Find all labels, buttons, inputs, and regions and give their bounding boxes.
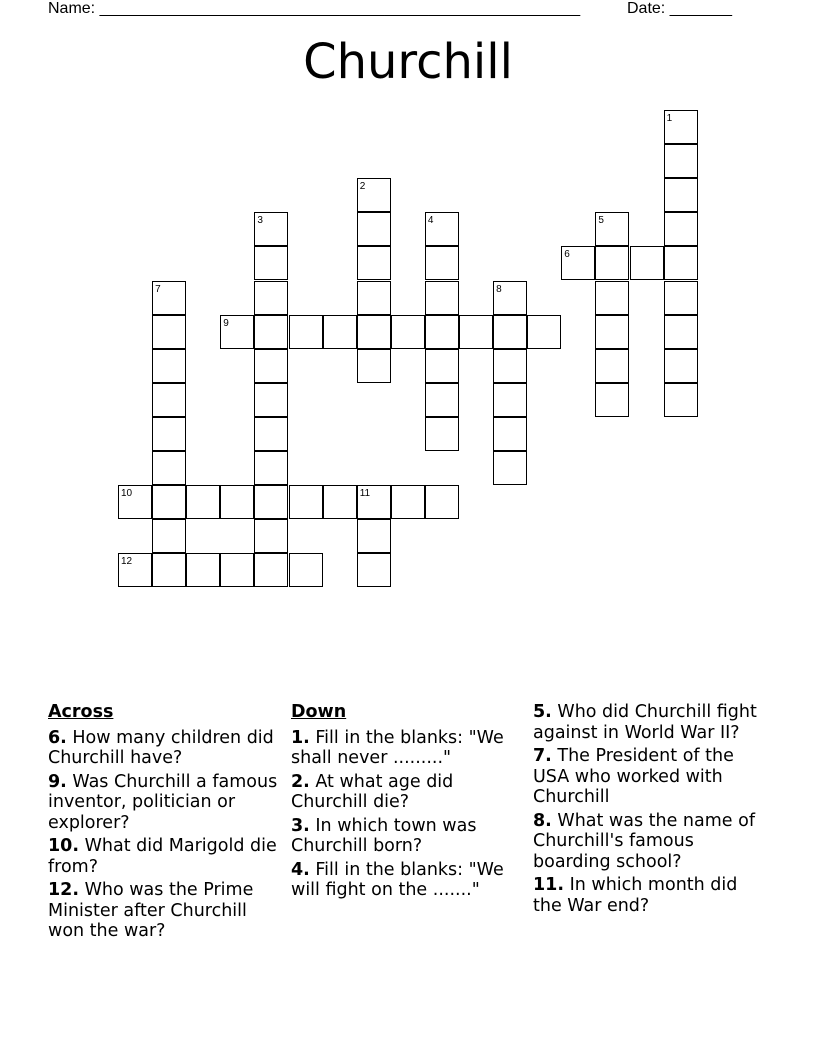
- clue-item-text: In which month did the War end?: [533, 875, 738, 916]
- crossword-cell[interactable]: [152, 417, 186, 451]
- crossword-cell[interactable]: [254, 485, 288, 519]
- crossword-cell[interactable]: [357, 485, 391, 519]
- crossword-cell[interactable]: [425, 349, 459, 383]
- clue-number: 1: [666, 113, 673, 124]
- clue-number: 8: [496, 283, 502, 295]
- crossword-cell[interactable]: [493, 451, 527, 485]
- crossword-cell[interactable]: [425, 246, 459, 280]
- crossword-cell[interactable]: [425, 212, 459, 246]
- clue-number: 12: [121, 556, 133, 568]
- name-field-label[interactable]: Name: ______________________________________________________: [48, 0, 581, 17]
- crossword-cell[interactable]: [664, 383, 698, 417]
- clue-item-number: 4.: [291, 859, 310, 880]
- crossword-cell[interactable]: [493, 417, 527, 451]
- clue-item-text: Fill in the blanks: "We will fight on the .......": [291, 859, 504, 900]
- crossword-cell[interactable]: [493, 349, 527, 383]
- across-heading: Across: [48, 702, 114, 722]
- crossword-cell[interactable]: [357, 212, 391, 246]
- clue-item-text: Who did Churchill fight against in World War II?: [533, 702, 757, 743]
- clue-item: [48, 836, 280, 877]
- crossword-cell[interactable]: [493, 315, 527, 349]
- crossword-cell[interactable]: [254, 281, 288, 315]
- clue-item-text: What was the name of Churchill's famous boarding school?: [533, 810, 755, 872]
- clue-item-number: 9.: [48, 771, 67, 792]
- crossword-cell[interactable]: [357, 553, 391, 587]
- clue-item: [291, 728, 523, 769]
- crossword-cell[interactable]: [152, 349, 186, 383]
- crossword-cell[interactable]: [425, 281, 459, 315]
- crossword-cell[interactable]: [152, 519, 186, 553]
- clue-number: 9: [223, 317, 229, 329]
- crossword-cell[interactable]: [118, 485, 152, 519]
- clue-item: [533, 746, 765, 808]
- crossword-cell[interactable]: [595, 315, 629, 349]
- date-field-label[interactable]: Date: _______: [627, 0, 732, 17]
- clue-number: 7: [155, 283, 161, 295]
- crossword-cell[interactable]: [425, 417, 459, 451]
- crossword-cell[interactable]: [254, 212, 288, 246]
- down-clue-list: [291, 728, 523, 901]
- crossword-cell[interactable]: [493, 281, 527, 315]
- clue-item-text: Was Churchill a famous inventor, politician or explorer?: [48, 771, 278, 833]
- crossword-cell[interactable]: [664, 315, 698, 349]
- clue-item: [48, 880, 280, 942]
- clue-number: 10: [121, 488, 133, 500]
- crossword-cell[interactable]: [595, 383, 629, 417]
- down-clues-column: [291, 702, 523, 904]
- crossword-cell[interactable]: [289, 485, 323, 519]
- clue-number: 2: [359, 181, 366, 193]
- crossword-cell[interactable]: [664, 246, 698, 280]
- clue-item-number: 11.: [533, 875, 565, 895]
- crossword-cell[interactable]: [152, 451, 186, 485]
- crossword-cell[interactable]: [459, 315, 493, 349]
- clue-item-text: At what age did Churchill die?: [291, 771, 454, 812]
- clue-item-number: 2.: [291, 771, 310, 792]
- crossword-cell[interactable]: [254, 417, 288, 451]
- crossword-cell[interactable]: [323, 315, 357, 349]
- crossword-cell[interactable]: [254, 519, 288, 553]
- clue-item: [291, 860, 523, 901]
- worksheet-header: [0, 0, 816, 20]
- crossword-cell[interactable]: [323, 485, 357, 519]
- crossword-cell[interactable]: [391, 485, 425, 519]
- crossword-cell[interactable]: [425, 315, 459, 349]
- crossword-cell[interactable]: [152, 281, 186, 315]
- crossword-cell[interactable]: [425, 485, 459, 519]
- clue-item-number: 7.: [533, 746, 552, 766]
- crossword-cell[interactable]: [254, 349, 288, 383]
- crossword-cell[interactable]: [357, 281, 391, 315]
- clue-item: [533, 875, 765, 916]
- clue-item-text: In which town was Churchill born?: [291, 815, 477, 856]
- crossword-cell[interactable]: [664, 281, 698, 315]
- clue-item-number: 10.: [48, 836, 80, 856]
- page-title: Churchill: [303, 34, 513, 90]
- clue-item-number: 1.: [291, 727, 310, 748]
- clue-item-number: 6.: [48, 727, 67, 748]
- crossword-cell[interactable]: [595, 212, 629, 246]
- crossword-cell[interactable]: [664, 178, 698, 212]
- crossword-cell[interactable]: [664, 144, 698, 178]
- crossword-cell[interactable]: [391, 315, 425, 349]
- clue-item-text: How many children did Churchill have?: [48, 727, 274, 768]
- clue-item-text: Fill in the blanks: "We shall never .........": [291, 727, 504, 768]
- crossword-cell[interactable]: [357, 519, 391, 553]
- crossword-cell[interactable]: [664, 349, 698, 383]
- crossword-cell[interactable]: [561, 246, 595, 280]
- clue-item-number: 3.: [291, 815, 310, 836]
- crossword-cell[interactable]: [595, 349, 629, 383]
- clue-number: 5: [598, 215, 604, 227]
- crossword-cell[interactable]: [289, 315, 323, 349]
- crossword-cell[interactable]: [357, 315, 391, 349]
- crossword-cell[interactable]: [118, 553, 152, 587]
- crossword-cell[interactable]: [595, 281, 629, 315]
- across-clue-list: [48, 728, 280, 942]
- clue-number: 3: [257, 215, 263, 227]
- crossword-cell[interactable]: [289, 553, 323, 587]
- crossword-cell[interactable]: [152, 315, 186, 349]
- crossword-cell[interactable]: [357, 178, 391, 212]
- clue-item-number: 12.: [48, 880, 80, 900]
- crossword-cell[interactable]: [152, 383, 186, 417]
- clue-number: 11: [359, 488, 371, 500]
- clue-item: [48, 772, 280, 834]
- clue-item: [48, 728, 280, 769]
- clue-item-number: 8.: [533, 810, 552, 831]
- crossword-cell[interactable]: [254, 553, 288, 587]
- clue-item-text: The President of the USA who worked with Churchill: [533, 746, 734, 807]
- across-clues-column: [48, 702, 280, 945]
- crossword-cell[interactable]: [254, 383, 288, 417]
- clue-item: [533, 811, 765, 873]
- crossword-cell[interactable]: [527, 315, 561, 349]
- crossword-cell[interactable]: [425, 383, 459, 417]
- clue-number: 6: [564, 249, 570, 261]
- crossword-cell[interactable]: [220, 315, 254, 349]
- clue-item: [291, 816, 523, 857]
- crossword-cell[interactable]: [357, 349, 391, 383]
- crossword-cell[interactable]: [254, 315, 288, 349]
- down-heading: Down: [291, 702, 347, 722]
- crossword-cell[interactable]: [664, 212, 698, 246]
- crossword-cell[interactable]: [254, 451, 288, 485]
- clue-item-text: What did Marigold die from?: [48, 836, 277, 877]
- clue-item-number: 5.: [533, 702, 552, 722]
- down-clues-column-continued: [533, 702, 765, 919]
- crossword-cell[interactable]: [254, 246, 288, 280]
- clue-item: [291, 772, 523, 813]
- crossword-cell[interactable]: [357, 246, 391, 280]
- crossword-cell[interactable]: [152, 553, 186, 587]
- crossword-cell[interactable]: [186, 553, 220, 587]
- crossword-cell[interactable]: [220, 485, 254, 519]
- crossword-cell[interactable]: [220, 553, 254, 587]
- crossword-cell[interactable]: [664, 110, 698, 144]
- down-clue-list-continued: [533, 702, 765, 916]
- crossword-cell[interactable]: [493, 383, 527, 417]
- clue-item: [533, 702, 765, 743]
- clue-item-text: Who was the Prime Minister after Churchill won the war?: [48, 880, 254, 941]
- crossword-cell[interactable]: [595, 246, 629, 280]
- crossword-cell[interactable]: [186, 485, 220, 519]
- crossword-cell[interactable]: [152, 485, 186, 519]
- crossword-cell[interactable]: [630, 246, 664, 280]
- clue-number: 4: [427, 215, 434, 227]
